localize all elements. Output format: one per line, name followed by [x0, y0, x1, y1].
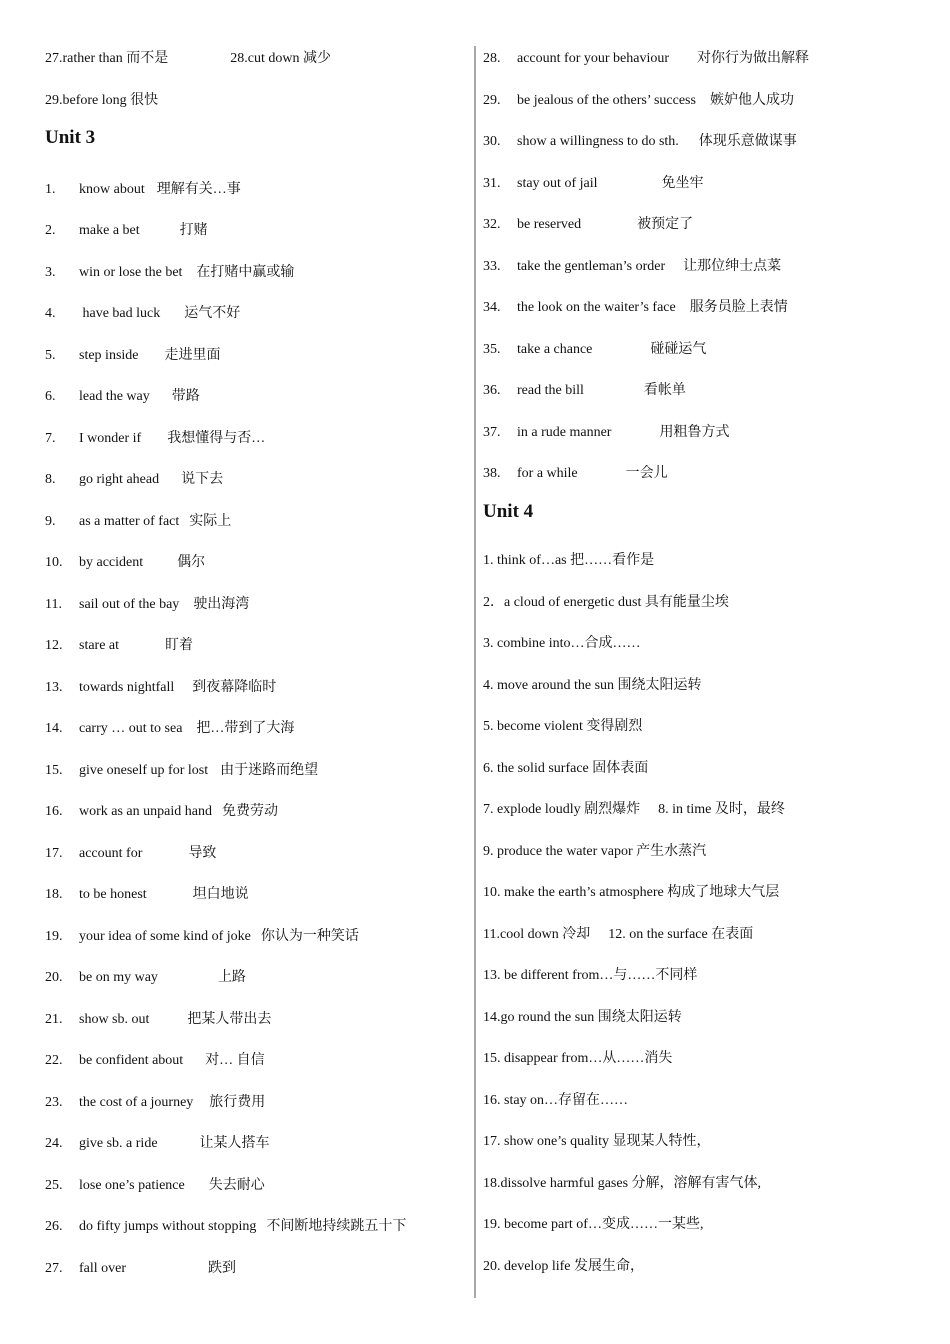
vocab-item — [45, 637, 193, 655]
vocab-item — [483, 299, 788, 317]
vocab-entry: 28.cut down 减少 — [230, 51, 331, 66]
chinese-meaning: 说下去 — [181, 472, 224, 487]
vocab-item — [483, 382, 686, 400]
vocab-item — [483, 216, 693, 234]
vocab-entry: 17. show one’s quality 显现某人特性， — [483, 1134, 711, 1149]
chinese-meaning: 坦白地说 — [192, 887, 249, 902]
vocab-item — [45, 803, 278, 821]
item-number: 17. — [45, 845, 63, 861]
item-number: 2. — [45, 223, 56, 238]
chinese-meaning: 失去耐心 — [208, 1177, 265, 1193]
vocab-line — [483, 926, 753, 944]
chinese-meaning: 走进里面 — [164, 347, 221, 363]
english-phrase: carry … out to sea — [79, 721, 183, 736]
chinese-meaning: 服务员脸上表情 — [689, 300, 788, 315]
item-number: 16. — [45, 804, 63, 819]
chinese-meaning: 驶出海湾 — [193, 596, 250, 612]
vocab-entry: 27.rather than 而不是 — [45, 51, 169, 66]
vocab-item — [45, 1218, 406, 1236]
english-phrase: be jealous of the others’ success — [517, 92, 696, 108]
vocab-entry: 3. combine into…合成…… — [483, 636, 641, 651]
english-phrase: be reserved — [517, 217, 582, 232]
english-phrase: stare at — [79, 638, 120, 653]
english-phrase: as a matter of fact — [79, 513, 180, 529]
item-number: 37. — [483, 424, 501, 440]
chinese-meaning: 让某人搭车 — [199, 1136, 270, 1151]
english-phrase: read the bill — [517, 383, 584, 398]
item-number: 25. — [45, 1177, 63, 1193]
english-phrase: have bad luck — [79, 306, 161, 321]
vocab-item — [45, 1052, 265, 1070]
vocab-item — [45, 181, 241, 199]
english-phrase: in a rude manner — [517, 424, 612, 440]
chinese-meaning: 带路 — [171, 389, 200, 404]
english-phrase: show a willingness to do sth. — [517, 134, 679, 149]
english-phrase: by accident — [79, 555, 144, 570]
vocab-entry: 14.go round the sun 围绕太阳运转 — [483, 1009, 682, 1025]
vocab-item — [483, 50, 809, 68]
vocab-item — [45, 513, 231, 531]
item-number: 11. — [45, 596, 62, 612]
vocab-entry: 20. develop life 发展生命， — [483, 1258, 644, 1274]
chinese-meaning: 把…带到了大海 — [196, 721, 295, 736]
item-number: 12. — [45, 638, 63, 653]
vocab-entry: 19. become part of…变成……一某些, — [483, 1217, 704, 1232]
chinese-meaning: 用粗鲁方式 — [659, 424, 730, 440]
vocab-item — [45, 845, 216, 863]
english-phrase: make a bet — [79, 223, 140, 238]
item-number: 21. — [45, 1011, 63, 1027]
item-number: 29. — [483, 92, 501, 108]
english-phrase: take a chance — [517, 341, 593, 357]
english-phrase: do fifty jumps without stopping — [79, 1219, 257, 1234]
vocab-item — [45, 720, 294, 738]
vocab-line — [483, 718, 642, 736]
vocab-entry: 8. in time 及时，最终 — [658, 802, 785, 817]
chinese-meaning: 运气不好 — [184, 306, 241, 321]
vocab-item — [45, 1260, 236, 1278]
english-phrase: sail out of the bay — [79, 596, 180, 612]
vocab-item — [483, 424, 729, 442]
english-phrase: account for your behaviour — [517, 51, 669, 66]
vocab-line — [483, 801, 785, 819]
english-phrase: give sb. a ride — [79, 1136, 158, 1151]
chinese-meaning: 不间断地持续跳五十下 — [266, 1219, 407, 1234]
vocab-line — [483, 677, 702, 695]
vocab-item — [45, 679, 276, 697]
item-number: 22. — [45, 1053, 63, 1068]
vocab-item — [45, 222, 208, 240]
item-number: 30. — [483, 134, 501, 149]
vocab-item — [483, 258, 781, 276]
vocab-line — [483, 594, 729, 612]
item-number: 6. — [45, 389, 56, 404]
vocab-item — [45, 886, 249, 904]
chinese-meaning: 把某人带出去 — [187, 1011, 272, 1027]
item-number: 19. — [45, 928, 63, 944]
chinese-meaning: 导致 — [188, 845, 217, 861]
vocab-item — [45, 264, 294, 282]
item-number: 31. — [483, 175, 501, 191]
chinese-meaning: 在打赌中赢或输 — [196, 264, 295, 280]
english-phrase: the look on the waiter’s face — [517, 300, 676, 315]
vocab-entry: 12. on the surface 在表面 — [608, 926, 754, 942]
vocab-item — [483, 133, 797, 151]
item-number: 18. — [45, 887, 63, 902]
english-phrase: step inside — [79, 347, 139, 363]
vocab-line — [483, 552, 654, 570]
chinese-meaning: 体现乐意做谋事 — [698, 134, 797, 149]
item-number: 38. — [483, 466, 501, 481]
unit-4-heading: Unit 4 — [483, 500, 534, 522]
vocab-item — [483, 341, 706, 359]
english-phrase: fall over — [79, 1260, 127, 1276]
chinese-meaning: 免坐牢 — [661, 175, 704, 191]
column-divider — [474, 46, 476, 1298]
vocab-entry: 11.cool down 冷却 — [483, 926, 591, 942]
vocab-entry: 9. produce the water vapor 产生水蒸汽 — [483, 843, 707, 859]
vocab-line — [483, 884, 779, 902]
item-number: 14. — [45, 721, 63, 736]
vocab-item — [45, 1135, 270, 1153]
chinese-meaning: 对你行为做出解释 — [697, 51, 809, 66]
item-number: 35. — [483, 341, 501, 357]
english-phrase: go right ahead — [79, 472, 160, 487]
english-phrase: take the gentleman’s order — [517, 258, 666, 274]
english-phrase: show sb. out — [79, 1011, 150, 1027]
chinese-meaning: 免费劳动 — [221, 804, 278, 819]
item-number: 4. — [45, 306, 56, 321]
item-number: 10. — [45, 555, 63, 570]
item-number: 13. — [45, 679, 63, 695]
vocab-line — [483, 1092, 628, 1110]
english-phrase: stay out of jail — [517, 175, 598, 191]
chinese-meaning: 嫉妒他人成功 — [709, 92, 794, 108]
item-number: 36. — [483, 383, 501, 398]
chinese-meaning: 到夜幕降临时 — [192, 679, 277, 695]
vocab-line — [483, 843, 706, 861]
english-phrase: I wonder if — [79, 430, 142, 446]
chinese-meaning: 跌到 — [208, 1260, 237, 1276]
vocab-item — [45, 554, 205, 572]
vocab-entry: 6. the solid surface 固体表面 — [483, 760, 649, 776]
chinese-meaning: 理解有关…事 — [156, 181, 241, 197]
vocab-item — [45, 1011, 271, 1029]
chinese-meaning: 上路 — [217, 970, 246, 985]
vocab-item — [45, 969, 246, 987]
vocab-line — [483, 1216, 703, 1234]
vocab-line — [483, 1133, 711, 1151]
item-number: 1. — [45, 181, 56, 197]
item-number: 7. — [45, 430, 56, 446]
chinese-meaning: 由于迷路而绝望 — [220, 762, 319, 778]
vocab-entry: 7. explode loudly 剧烈爆炸 — [483, 802, 641, 817]
vocab-item — [45, 1094, 265, 1112]
vocab-line — [45, 50, 331, 68]
item-number: 24. — [45, 1136, 63, 1151]
chinese-meaning: 被预定了 — [637, 217, 694, 232]
unit-3-heading: Unit 3 — [45, 127, 96, 148]
chinese-meaning: 旅行费用 — [209, 1094, 266, 1110]
vocab-entry: 4. move around the sun 围绕太阳运转 — [483, 677, 702, 693]
vocab-item — [45, 762, 318, 780]
vocab-line — [483, 1175, 761, 1193]
english-phrase: be on my way — [79, 970, 158, 985]
chinese-meaning: 碰碰运气 — [650, 341, 707, 357]
english-phrase: lose one’s patience — [79, 1177, 185, 1193]
english-phrase: to be honest — [79, 887, 147, 902]
chinese-meaning: 看帐单 — [643, 383, 686, 398]
chinese-meaning: 一会儿 — [625, 466, 668, 481]
vocab-item — [45, 471, 223, 489]
chinese-meaning: 实际上 — [189, 513, 232, 529]
chinese-meaning: 你认为一种笑话 — [260, 928, 359, 944]
vocab-item — [483, 465, 668, 483]
english-phrase: know about — [79, 181, 145, 197]
item-number: 8. — [45, 472, 56, 487]
item-number: 28. — [483, 51, 501, 66]
vocab-line — [483, 967, 697, 985]
vocab-line — [483, 1009, 682, 1027]
vocab-entry: 16. stay on…存留在…… — [483, 1092, 629, 1108]
chinese-meaning: 打赌 — [179, 223, 208, 238]
vocab-item — [45, 305, 240, 323]
vocab-item — [45, 430, 265, 448]
item-number: 5. — [45, 347, 56, 363]
english-phrase: for a while — [517, 466, 578, 481]
item-number: 32. — [483, 217, 501, 232]
english-phrase: work as an unpaid hand — [79, 804, 212, 819]
vocab-item — [45, 928, 359, 946]
english-phrase: be confident about — [79, 1053, 184, 1068]
english-phrase: account for — [79, 845, 143, 861]
item-number: 27. — [45, 1260, 63, 1276]
vocab-line — [45, 92, 158, 110]
english-phrase: your idea of some kind of joke — [79, 928, 251, 944]
item-number: 20. — [45, 970, 63, 985]
vocab-item — [45, 347, 221, 365]
vocab-entry: 13. be different from…与……不同样 — [483, 968, 698, 983]
item-number: 9. — [45, 513, 56, 529]
vocab-line — [483, 1258, 644, 1276]
item-number: 15. — [45, 762, 63, 778]
item-number: 26. — [45, 1219, 63, 1234]
vocab-entry: 5. become violent 变得剧烈 — [483, 719, 643, 734]
vocab-item — [483, 175, 704, 193]
english-phrase: the cost of a journey — [79, 1094, 194, 1110]
item-number: 34. — [483, 300, 501, 315]
vocab-line — [483, 635, 641, 653]
english-phrase: lead the way — [79, 389, 150, 404]
vocab-entry: 10. make the earth’s atmosphere 构成了地球大气层 — [483, 885, 780, 900]
english-phrase: win or lose the bet — [79, 264, 183, 280]
vocab-item — [483, 92, 794, 110]
vocab-item — [45, 388, 200, 406]
vocab-item — [45, 596, 249, 614]
item-number: 3. — [45, 264, 56, 280]
chinese-meaning: 让那位绅士点菜 — [683, 258, 782, 274]
chinese-meaning: 偶尔 — [177, 555, 206, 570]
english-phrase: give oneself up for lost — [79, 762, 209, 778]
item-number: 33. — [483, 258, 501, 274]
vocab-entry: 15. disappear from…从……消失 — [483, 1051, 673, 1066]
english-phrase: towards nightfall — [79, 679, 175, 695]
vocab-item — [45, 1177, 265, 1195]
vocab-line — [483, 760, 648, 778]
chinese-meaning: 对… 自信 — [205, 1053, 265, 1068]
vocab-entry: 29.before long 很快 — [45, 92, 159, 108]
chinese-meaning: 盯着 — [165, 638, 194, 653]
vocab-entry: 2．a cloud of energetic dust 具有能量尘埃 — [483, 594, 729, 610]
vocab-entry: 18.dissolve harmful gases 分解，溶解有害气体, — [483, 1175, 762, 1191]
vocab-entry: 1. think of…as 把……看作是 — [483, 553, 655, 568]
vocab-line — [483, 1050, 672, 1068]
item-number: 23. — [45, 1094, 63, 1110]
chinese-meaning: 我想懂得与否… — [167, 430, 266, 446]
